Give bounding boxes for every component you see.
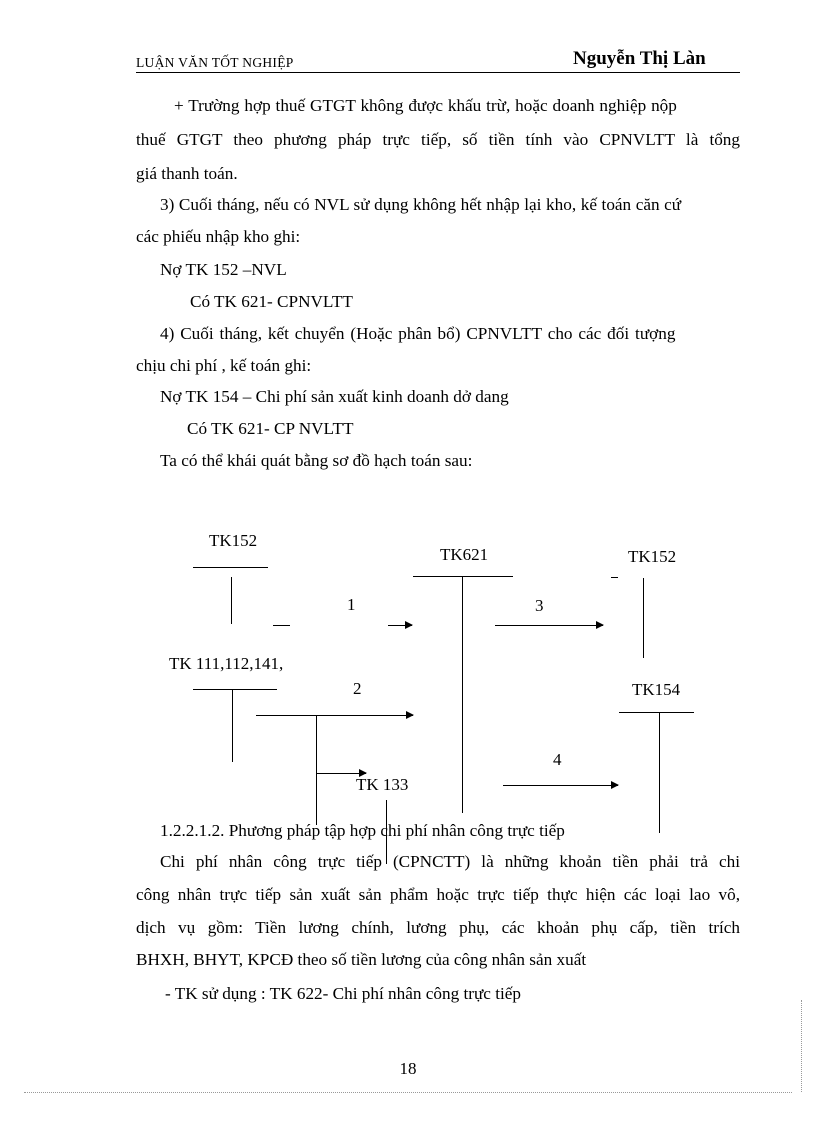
flow-arrow-4 (503, 785, 618, 786)
header-author: Nguyễn Thị Làn (573, 48, 706, 69)
paragraph-line: Chi phí nhân công trực tiếp (CPNCTT) là những khoản tiền phải trả chi (160, 852, 740, 871)
paragraph-line: chịu chi phí , kế toán ghi: (136, 356, 312, 375)
flow-arrow-3 (495, 625, 603, 626)
journal-entry-credit: Có TK 621- CPNVLTT (190, 292, 353, 311)
step-number-4: 4 (553, 750, 562, 769)
account-label-tk621: TK621 (440, 545, 489, 564)
t-account-stem (232, 690, 233, 762)
diagram-intro: Ta có thể khái quát bằng sơ đồ hạch toán sau: (160, 451, 473, 470)
journal-entry-credit: Có TK 621- CP NVLTT (187, 419, 354, 438)
step-number-2: 2 (353, 679, 362, 698)
paragraph-line: công nhân trực tiếp sản xuất sản phẩm hoặc trực tiếp thực hiện các loại lao vô, (136, 885, 740, 904)
account-label-tk111: TK 111,112,141, (169, 654, 284, 673)
t-account-stem (231, 577, 232, 624)
t-account-bar (193, 689, 277, 690)
account-label-tk152-right: TK152 (628, 547, 677, 566)
step-number-3: 3 (535, 596, 544, 615)
header-divider (136, 72, 740, 73)
t-account-bar (611, 577, 618, 578)
paragraph-line: các phiếu nhập kho ghi: (136, 227, 301, 246)
paragraph-line: BHXH, BHYT, KPCĐ theo số tiền lương của công nhân sản xuất (136, 950, 587, 969)
account-label-tk154: TK154 (632, 680, 681, 699)
t-account-stem (659, 713, 660, 833)
header-title: LUẬN VĂN TỐT NGHIỆP (136, 55, 294, 70)
paragraph-line: - TK sử dụng : TK 622- Chi phí nhân công trực tiếp (165, 984, 521, 1003)
paragraph-line: thuế GTGT theo phương pháp trực tiếp, số tiền tính vào CPNVLTT là tổng (136, 130, 740, 149)
page-border-right (801, 1000, 802, 1092)
t-account-bar (413, 576, 513, 577)
account-label-tk152-left: TK152 (209, 531, 258, 550)
flow-arrow-2 (256, 715, 413, 716)
flow-line (273, 625, 290, 626)
flow-arrow-1 (388, 625, 412, 626)
flow-arrow-tk133 (316, 773, 366, 774)
t-account-stem (643, 578, 644, 658)
journal-entry-debit: Nợ TK 154 – Chi phí sản xuất kinh doanh dở dang (160, 387, 509, 406)
t-account-bar (193, 567, 268, 568)
t-account-stem (462, 577, 463, 813)
paragraph-line: 4) Cuối tháng, kết chuyển (Hoặc phân bổ) CPNVLTT cho các đối tượng (160, 324, 676, 343)
paragraph-line: giá thanh toán. (136, 164, 238, 183)
paragraph-line: + Trường hợp thuế GTGT không được khấu trừ, hoặc doanh nghiệp nộp (174, 96, 677, 115)
page-number: 18 (399, 1059, 417, 1078)
t-account-bar (619, 712, 694, 713)
account-label-tk133: TK 133 (356, 775, 409, 794)
journal-entry-debit: Nợ TK 152 –NVL (160, 260, 287, 279)
flow-line-vertical (316, 715, 317, 825)
step-number-1: 1 (347, 595, 356, 614)
page-border-bottom (24, 1092, 792, 1093)
paragraph-line: 3) Cuối tháng, nếu có NVL sử dụng không hết nhập lại kho, kế toán căn cứ (160, 195, 682, 214)
section-heading: 1.2.2.1.2. Phương pháp tập hợp chi phí nhân công trực tiếp (160, 821, 565, 840)
paragraph-line: dịch vụ gồm: Tiền lương chính, lương phụ, các khoản phụ cấp, tiền trích (136, 918, 740, 937)
